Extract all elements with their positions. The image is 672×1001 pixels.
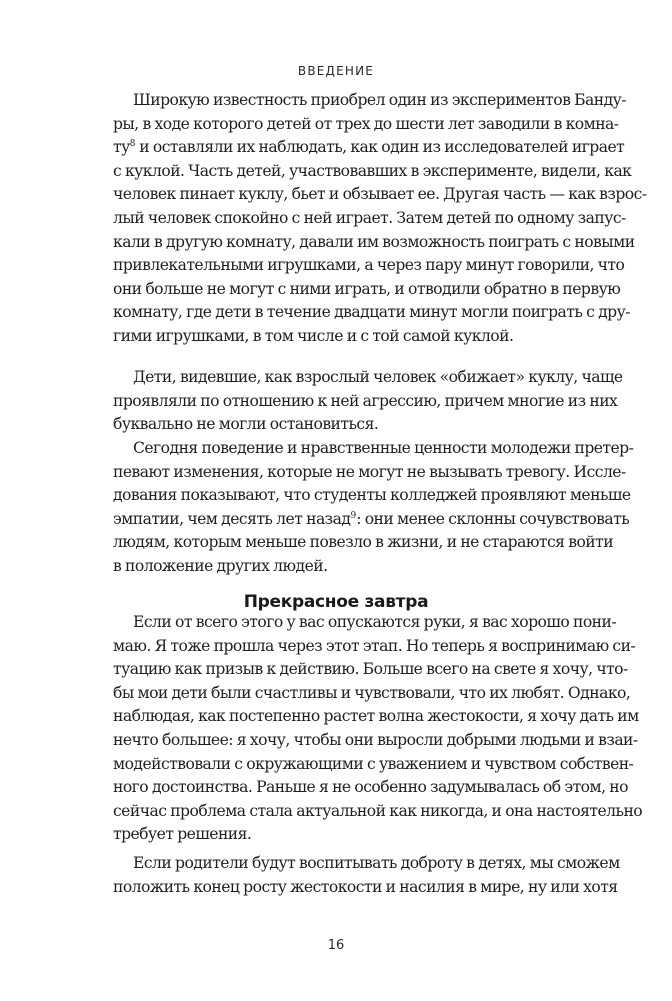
- paragraph-line: Широкую известность приобрел один из экспериментов Банду-: [133, 91, 627, 109]
- paragraph-line: привлекательными игрушками, а через пару минут говорили, что: [113, 256, 625, 275]
- footnote-ref-8: 8: [129, 139, 136, 150]
- paragraph-line: маю. Я тоже прошла через этот этап. Но теперь я воспринимаю си-: [113, 636, 636, 655]
- paragraph-line: человек пинает куклу, бьет и обзывает ее. Другая часть — как взрос-: [113, 185, 647, 204]
- running-head: ВВЕДЕНИЕ: [297, 64, 375, 78]
- page-number: 16: [327, 938, 345, 953]
- paragraph-line: лый человек спокойно с ней играет. Затем детей по одному запус-: [113, 208, 626, 227]
- paragraph-line: в положение других людей.: [113, 556, 328, 575]
- paragraph-line: Сегодня поведение и нравственные ценности молодежи претер-: [133, 439, 634, 457]
- paragraph-bandura-experiment: [113, 89, 647, 349]
- paragraph-line: певают изменения, которые не могут не вызывать тревогу. Иссле-: [113, 462, 626, 481]
- paragraph-line: с куклой. Часть детей, участвовавших в эксперименте, видели, как: [113, 161, 632, 180]
- paragraph-line: Если от всего этого у вас опускаются руки, я вас хорошо пони-: [133, 613, 617, 631]
- paragraph-line: они больше не могут с ними играть, и отводили обратно в первую: [113, 279, 621, 298]
- line-fragment: ту: [113, 138, 130, 157]
- paragraph-line: положить конец росту жестокости и насилия в мире, ну или хотя: [113, 877, 618, 896]
- paragraph-line: наблюдая, как постепенно растет волна жестокости, я хочу дать им: [113, 707, 639, 726]
- paragraph-line: бы мои дети были счастливы и чувствовали, что их любят. Однако,: [113, 683, 631, 702]
- line-fragment: : они менее склонны сочувствовать: [356, 509, 630, 528]
- paragraph-line: Если родители будут воспитывать доброту в детях, мы сможем: [133, 854, 620, 872]
- paragraph-line: проявляли по отношению к ней агрессию, причем многие из них: [113, 391, 618, 410]
- footnote-ref-9: 9: [350, 510, 357, 521]
- paragraph-line-with-footnote: [113, 136, 625, 160]
- paragraph-line: дования показывают, что студенты колледжей проявляют меньше: [113, 486, 631, 505]
- paragraph-parents-kindness: [113, 852, 620, 899]
- paragraph-line: требует решения.: [113, 825, 252, 844]
- paragraph-line: нечто большее: я хочу, чтобы они выросли добрыми людьми и взаи-: [113, 730, 638, 749]
- paragraph-line: Дети, видевшие, как взрослый человек «обижает» куклу, чаще: [133, 368, 623, 386]
- paragraph-line: ры, в ходе которого детей от трех до шести лет заводили в комна-: [113, 114, 619, 133]
- paragraph-line: буквально не могли остановиться.: [113, 415, 379, 434]
- line-fragment: и оставляли их наблюдать, как один из исследователей играет: [135, 138, 625, 157]
- paragraph-call-to-action: [113, 611, 643, 847]
- paragraph-line: сейчас проблема стала актуальной как никогда, и она настоятельно: [113, 801, 643, 820]
- paragraph-aggression: [113, 366, 623, 437]
- paragraph-youth-values: [113, 437, 634, 579]
- paragraph-line-with-footnote: [113, 508, 630, 532]
- paragraph-line: комнату, где дети в течение двадцати минут могли поиграть с дру-: [113, 303, 630, 322]
- paragraph-line: кали в другую комнату, давали им возможность поиграть с новыми: [113, 232, 635, 251]
- paragraph-line: ного достоинства. Раньше я не особенно задумывалась об этом, но: [113, 778, 628, 797]
- paragraph-line: туацию как призыв к действию. Больше всего на свете я хочу, что-: [113, 660, 628, 679]
- paragraph-line: модействовали с окружающими с уважением и чувством собствен-: [113, 754, 634, 773]
- line-fragment: эмпатии, чем десять лет назад: [113, 509, 351, 528]
- paragraph-line: гими игрушками, в том числе и с той самой куклой.: [113, 326, 514, 345]
- paragraph-line: людям, которым меньше повезло в жизни, и не стараются войти: [113, 533, 614, 552]
- section-heading: Прекрасное завтра: [243, 592, 429, 612]
